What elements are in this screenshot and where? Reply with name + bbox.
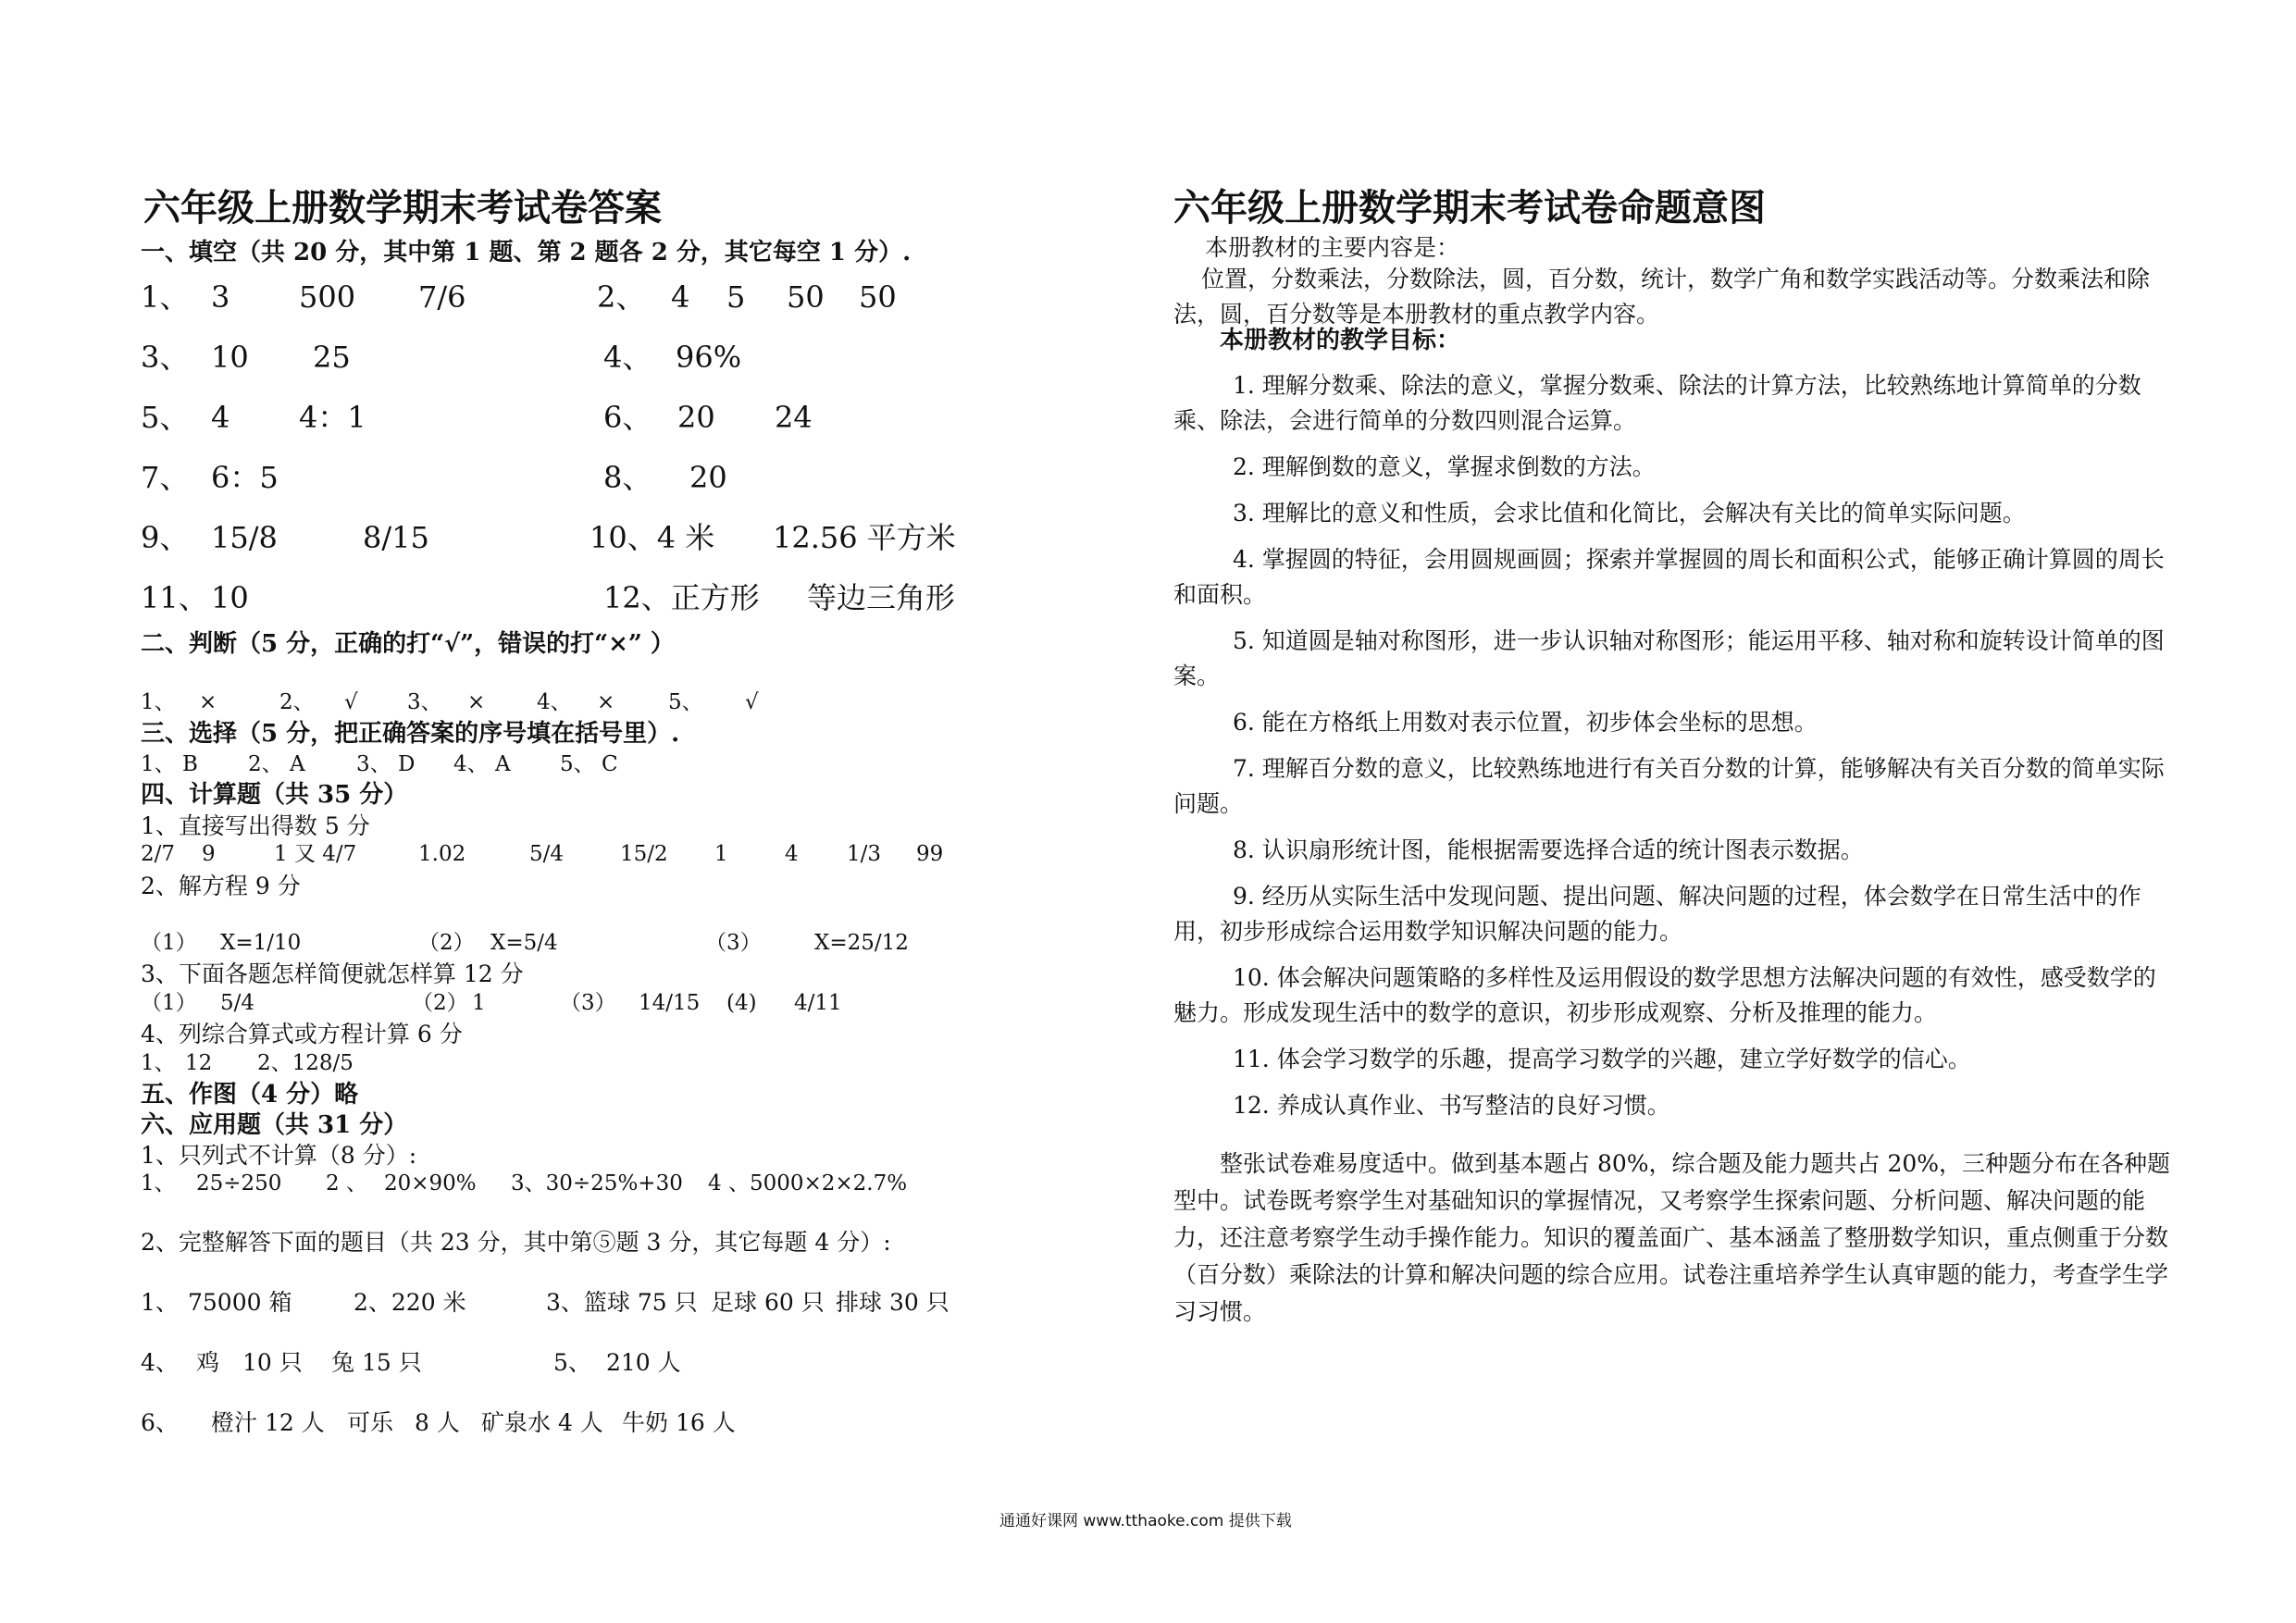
calc-part4-label: 4、列综合算式或方程计算 6 分 xyxy=(141,1021,463,1047)
app-value: 橙汁 12 人 xyxy=(211,1409,325,1436)
calc-value: （1） xyxy=(141,991,197,1015)
app-value: 足球 60 只 xyxy=(711,1289,825,1316)
app-value: 3、30÷25%+30 xyxy=(511,1171,683,1196)
calc-value: X=5/4 xyxy=(490,931,558,955)
calc-value: 1.02 xyxy=(418,842,466,866)
fill-item: 1、 xyxy=(141,279,190,315)
goals-list xyxy=(1173,368,2178,1331)
app-value: 25÷250 xyxy=(196,1171,282,1196)
fill-item: 24 xyxy=(775,400,813,435)
app-part2-label: 2、完整解答下面的题目（共 23 分，其中第⑤题 3 分，其它每题 4 分）: xyxy=(141,1229,891,1256)
calc-value: （3） xyxy=(560,991,616,1015)
fill-item: 7、 xyxy=(141,460,190,495)
judge-item: 1、 xyxy=(141,690,176,714)
calc-value: 1 xyxy=(472,991,486,1015)
app-part1-label: 1、只列式不计算（8 分）: xyxy=(141,1142,417,1169)
fill-item: 2、 xyxy=(597,279,646,315)
fill-item: 12.56 平方米 xyxy=(773,520,956,555)
calc-value: 2、128/5 xyxy=(257,1051,354,1075)
app-value: 2、220 米 xyxy=(354,1289,466,1316)
judge-item: 5、 xyxy=(668,690,703,714)
fill-item: 4：1 xyxy=(299,400,366,435)
app-value: 10 只 xyxy=(242,1349,303,1376)
fill-item: 7/6 xyxy=(418,279,466,315)
fill-item: 10 xyxy=(211,340,249,375)
choice-item: 3、 D xyxy=(356,752,416,776)
judge-item: √ xyxy=(344,690,358,714)
fill-item: 50 xyxy=(787,279,825,315)
calc-value: 1/3 xyxy=(847,842,882,866)
summary-paragraph: 整张试卷难易度适中。做到基本题占 80%，综合题及能力题共占 20%，三种题分布在各种题型中。试卷既考察学生对基础知识的掌握情况，又考察学生探索问题、分析问题、解决问题的能力，还注意考察学生动手操作能力。知识的覆盖面广、基本涵盖了整册数学知识，重点侧重于分数（百分数）乘除法的计算和解决问题的综合应用。试卷注重培养学生认真审题的能力，考查学生学习习惯。 xyxy=(1173,1150,2171,1325)
fill-item: 4 xyxy=(211,400,230,435)
fill-item: 3 xyxy=(211,279,230,315)
calc-value: 9 xyxy=(202,842,216,866)
app-value: 75000 箱 xyxy=(188,1289,292,1316)
app-value: 5、 xyxy=(553,1349,591,1376)
calc-value: X=25/12 xyxy=(814,931,909,955)
calc-value: (4) xyxy=(726,991,757,1015)
calc-value: （3） xyxy=(705,931,762,955)
fill-item: 8/15 xyxy=(363,520,429,555)
calc-part1-label: 1、直接写出得数 5 分 xyxy=(141,812,370,839)
choice-item: 4、 A xyxy=(453,752,511,776)
fill-item: 5、 xyxy=(141,400,190,435)
calc-value: 4/11 xyxy=(794,991,842,1015)
calc-value: X=1/10 xyxy=(220,931,302,955)
goal-item: 11. 体会学习数学的乐趣，提高学习数学的兴趣，建立学好数学的信心。 xyxy=(1233,1046,1971,1072)
fill-item: 5 xyxy=(726,279,746,315)
goal-item: 1. 理解分数乘、除法的意义，掌握分数乘、除法的计算方法，比较熟练地计算简单的分数乘、除法，会进行简单的分数四则混合运算。 xyxy=(1173,372,2141,434)
calc-value: 12 xyxy=(185,1051,213,1075)
goal-item: 2. 理解倒数的意义，掌握求倒数的方法。 xyxy=(1233,453,1656,480)
fill-item: 6、 xyxy=(603,400,652,435)
calc-value: 14/15 xyxy=(639,991,701,1015)
judge-item: × xyxy=(597,690,615,714)
fill-item: 20 xyxy=(677,400,715,435)
judge-item: √ xyxy=(745,690,759,714)
app-value: 210 人 xyxy=(606,1349,681,1376)
answer-title: 六年级上册数学期末考试卷答案 xyxy=(143,186,662,229)
app-value: 8 人 xyxy=(415,1409,460,1436)
app-value: 20×90% xyxy=(384,1171,477,1196)
calc-value: 15/2 xyxy=(620,842,668,866)
fill-item: 15/8 xyxy=(211,520,278,555)
calc-value: 1 xyxy=(714,842,728,866)
calc-value: 5/4 xyxy=(220,991,255,1015)
choice-item: 5、 C xyxy=(560,752,618,776)
calc-value: 1 又 4/7 xyxy=(274,842,357,866)
goal-item: 4. 掌握圆的特征，会用圆规画圆；探索并掌握圆的周长和面积公式，能够正确计算圆的周长和面积。 xyxy=(1173,546,2165,608)
calc-value: （2） xyxy=(412,991,468,1015)
judge-item: 3、 xyxy=(407,690,442,714)
goal-item: 8. 认识扇形统计图，能根据需要选择合适的统计图表示数据。 xyxy=(1233,836,1864,863)
app-value: 矿泉水 4 人 xyxy=(481,1409,603,1436)
goal-item: 10. 体会解决问题策略的多样性及运用假设的数学思想方法解决问题的有效性，感受数学的魅力。形成发现生活中的数学的意识，初步形成观察、分析及推理的能力。 xyxy=(1173,964,2156,1026)
section-choice-heading: 三、选择（5 分，把正确答案的序号填在括号里）. xyxy=(141,720,680,748)
fill-item: 6：5 xyxy=(211,460,279,495)
section-calc-heading: 四、计算题（共 35 分） xyxy=(141,781,408,809)
app-value: 可乐 xyxy=(347,1409,394,1436)
fill-item: 12、正方形 xyxy=(603,580,760,615)
fill-item: 4、 xyxy=(603,340,652,375)
calc-value: 99 xyxy=(916,842,944,866)
fill-item: 96% xyxy=(676,340,742,375)
fill-item: 4 xyxy=(671,279,690,315)
choice-item: 1、 B xyxy=(141,752,198,776)
calc-value: （2） xyxy=(418,931,475,955)
app-value: 牛奶 16 人 xyxy=(622,1409,736,1436)
fill-item: 8、 xyxy=(603,460,652,495)
intro-label: 本册教材的主要内容是： xyxy=(1205,234,1460,261)
calc-value: 2/7 xyxy=(141,842,176,866)
fill-item: 10 xyxy=(211,580,249,615)
app-value: 2 、 xyxy=(326,1171,367,1196)
goal-item: 3. 理解比的意义和性质，会求比值和化简比，会解决有关比的简单实际问题。 xyxy=(1233,500,2026,527)
intro-text: 位置，分数乘法，分数除法，圆，百分数，统计，数学广角和数学实践活动等。分数乘法和除法，圆，百分数等是本册教材的重点教学内容。 xyxy=(1173,266,2151,328)
goal-item: 6. 能在方格纸上用数对表示位置，初步体会坐标的思想。 xyxy=(1233,709,1818,736)
app-value: 鸡 xyxy=(196,1349,220,1376)
fill-item: 25 xyxy=(313,340,351,375)
fill-item: 20 xyxy=(689,460,727,495)
goal-item: 5. 知道圆是轴对称图形，进一步认识轴对称图形；能运用平移、轴对称和旋转设计简单的图案。 xyxy=(1173,627,2165,689)
fill-item: 500 xyxy=(299,279,356,315)
fill-item: 9、 xyxy=(141,520,190,555)
intent-title: 六年级上册数学期末考试卷命题意图 xyxy=(1173,186,1766,229)
fill-item: 等边三角形 xyxy=(807,580,956,615)
fill-item: 3、 xyxy=(141,340,190,375)
calc-value: 1、 xyxy=(141,1051,176,1075)
app-value: 6、 xyxy=(141,1409,179,1436)
section-application-heading: 六、应用题（共 31 分） xyxy=(141,1111,408,1139)
app-value: 1、 xyxy=(141,1171,176,1196)
app-value: 1、 xyxy=(141,1289,179,1316)
goal-item: 7. 理解百分数的意义，比较熟练地进行有关百分数的计算，能够解决有关百分数的简单实际问题。 xyxy=(1173,755,2165,817)
goals-heading: 本册教材的教学目标： xyxy=(1220,327,1461,354)
footer-credit: 通通好课网 www.tthaoke.com 提供下载 xyxy=(999,1512,1292,1530)
judge-item: 2、 xyxy=(279,690,315,714)
fill-item: 11、 xyxy=(141,580,208,615)
judge-item: × xyxy=(199,690,217,714)
app-value: 4 、5000×2×2.7% xyxy=(708,1171,908,1196)
fill-item: 50 xyxy=(859,279,897,315)
app-value: 3、篮球 75 只 xyxy=(546,1289,698,1316)
calc-part2-label: 2、解方程 9 分 xyxy=(141,873,301,899)
section-judge-heading: 二、判断（5 分，正确的打“√”，错误的打“×” ） xyxy=(141,630,675,658)
calc-value: （1） xyxy=(141,931,197,955)
app-value: 4、 xyxy=(141,1349,179,1376)
fill-item: 10、4 米 xyxy=(590,520,715,555)
calc-value: 4 xyxy=(785,842,799,866)
calc-value: 5/4 xyxy=(529,842,565,866)
judge-item: 4、 xyxy=(537,690,572,714)
goal-item: 12. 养成认真作业、书写整洁的良好习惯。 xyxy=(1233,1092,1670,1119)
app-value: 排球 30 只 xyxy=(836,1289,949,1316)
goal-item: 9. 经历从实际生活中发现问题、提出问题、解决问题的过程，体会数学在日常生活中的作用，初步形成综合运用数学知识解决问题的能力。 xyxy=(1173,883,2141,945)
section-drawing-heading: 五、作图（4 分）略 xyxy=(141,1081,359,1109)
calc-part3-label: 3、下面各题怎样简便就怎样算 12 分 xyxy=(141,960,524,987)
judge-item: × xyxy=(467,690,486,714)
section-fill-heading: 一、填空（共 20 分，其中第 1 题、第 2 题各 2 分，其它每空 1 分）. xyxy=(141,239,912,266)
app-value: 兔 15 只 xyxy=(331,1349,422,1376)
choice-item: 2、 A xyxy=(248,752,305,776)
